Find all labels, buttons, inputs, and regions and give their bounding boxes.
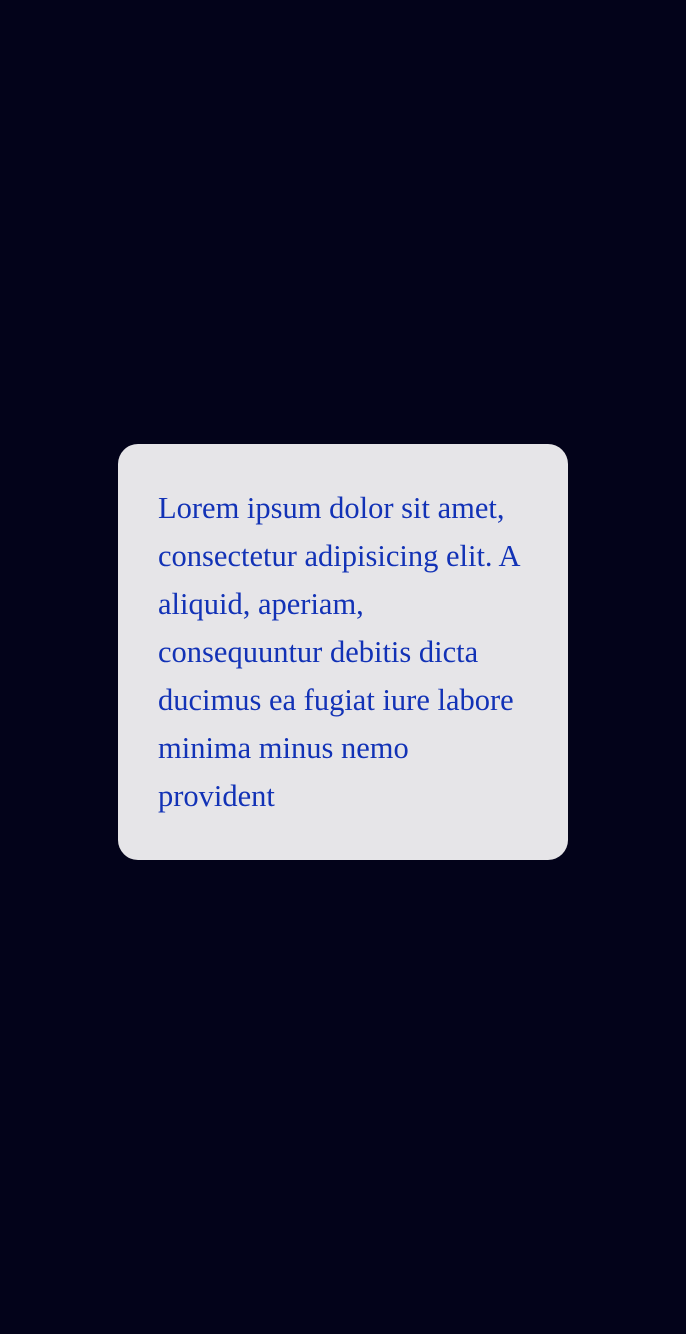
card-paragraph: Lorem ipsum dolor sit amet, consectetur adipisicing elit. A aliquid, aperiam, consequuntur debitis dicta ducimus ea fugiat iure labore minima minus nemo provident <box>158 491 519 813</box>
text-card <box>118 444 568 860</box>
